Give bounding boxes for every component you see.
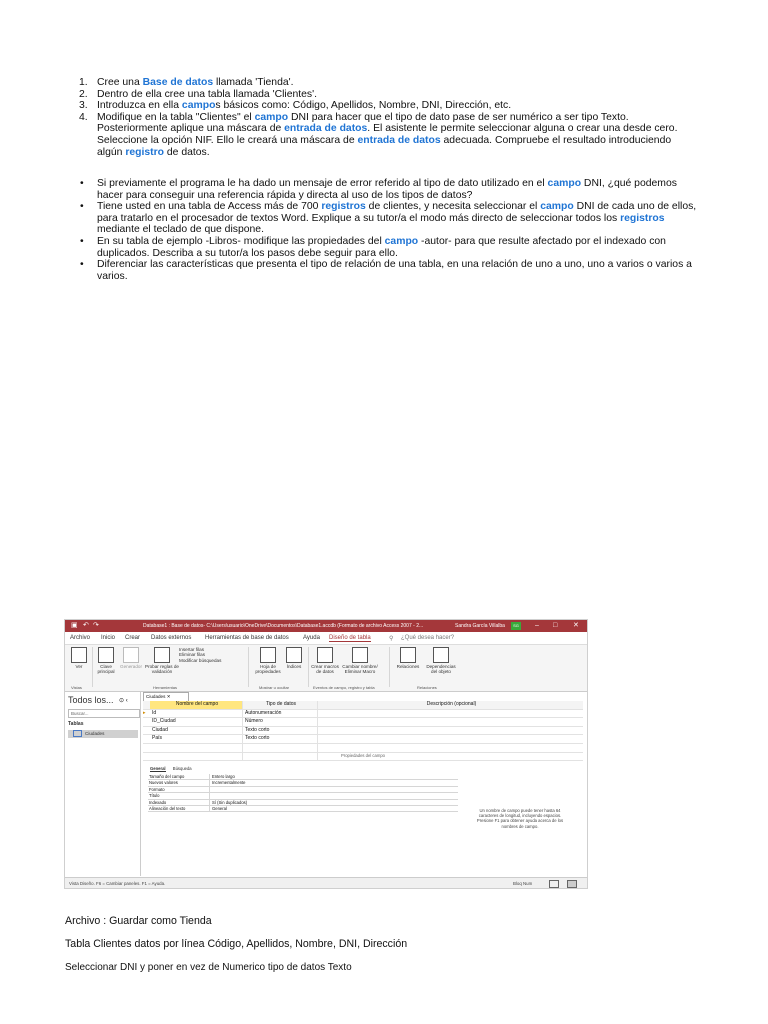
generador-button[interactable]: Generador [119,647,143,669]
list-text [97,77,699,89]
user-name: Sandra García Villalba [455,623,505,629]
keyword-term: entrada de datos [357,134,441,146]
group-label-mostrar: Mostrar u ocultar [259,685,290,690]
row-selector[interactable] [143,744,150,752]
tab-general[interactable]: General [150,766,166,771]
ver-button[interactable]: Ver [69,647,89,669]
menu-archivo[interactable]: Archivo [70,635,91,641]
bullet-item [80,178,705,201]
text-run: DNI, ¿qué podemos hacer para conseguir una referencia rápida y directa al uso de los tipos de datos? [97,178,677,201]
save-icon[interactable]: ▣ [71,622,78,629]
note-line-3: Seleccionar DNI y poner en vez de Numerico tipo de datos Texto [65,962,352,973]
title-bar [65,620,587,632]
access-screenshot [64,619,588,889]
minimize-icon[interactable]: – [535,622,539,629]
text-run: adecuada. Compruebe el resultado introduciendo algún [97,134,672,158]
navigation-pane [65,692,141,876]
note-line-1: Archivo : Guardar como Tienda [65,915,212,927]
field-name-cell[interactable]: Ciudad [152,726,168,733]
probar-reglas-button[interactable]: Probar reglas de validación [145,647,179,675]
keyword-term: registro [125,146,164,158]
status-text: Vista Diseño. F6 = Cambiar paneles. F1 = Ayuda. [69,881,166,886]
search-icon: ⚲ [389,636,394,642]
description-cell[interactable] [317,710,583,718]
property-value[interactable]: Sí (Sin duplicados) [212,799,248,805]
col-tipo-datos: Tipo de datos [242,701,317,709]
indices-button[interactable]: Índices [283,647,305,669]
clave-principal-button[interactable]: Clave principal [94,647,118,675]
relations-icon [400,647,416,663]
crear-macros-button[interactable]: Crear macros de datos [311,647,339,675]
window-title: Database1 : Base de datos- C:\Users\usuario\OneDrive\Documentos\Database1.accdb (Formato de archivo Access 2007 - 2... [143,623,424,629]
menu-diseno-tabla[interactable]: Diseño de tabla [329,635,371,641]
design-view-icon[interactable] [567,880,577,888]
list-text [97,112,699,158]
maximize-icon[interactable]: □ [553,622,558,629]
menu-herramientas[interactable]: Herramientas de base de datos [205,635,289,641]
bullet-questions [80,178,705,282]
text-run: DNI de cada uno de ellos, para tratarlo en el procesador de textos Word. Explique a su tutor/a el modo más directo de seleccionar todos los [97,201,697,224]
text-run: Modifique en la tabla "Clientes" el [97,111,255,123]
table-row[interactable] [143,718,583,727]
bullet-icon: • [80,259,84,271]
grid-header-row [143,701,583,710]
redo-icon[interactable]: ↷ [93,622,99,629]
ribbon [65,645,587,692]
text-run: de clientes, y necesita seleccionar el [365,201,541,213]
sheet-icon [260,647,276,663]
list-number: 1. [79,77,88,88]
wand-icon [123,647,139,663]
list-item [79,112,699,158]
table-row[interactable] [143,744,583,753]
macro-icon [317,647,333,663]
menu-bar [65,632,587,645]
divider [308,647,309,687]
keyword-term: registros [620,212,665,224]
divider [389,647,390,687]
text-run: s básicos como: Código, Apellidos, Nombre, DNI, Dirección, etc. [215,100,512,112]
bullet-item [80,201,705,236]
list-item [79,100,699,112]
text-run: En su tabla de ejemplo -Libros- modifique las propiedades del [97,235,385,247]
list-item [79,89,699,101]
text-run: Diferenciar las características que presenta el tipo de relación de una tabla, en una relación de uno a uno, uno a varios o varios a varios. [97,259,692,282]
status-bar [65,877,587,889]
description-cell[interactable] [317,735,583,743]
datasheet-view-icon[interactable] [549,880,559,888]
property-name: Nuevos valores [148,780,210,785]
field-name-cell[interactable]: ID_Ciudad [152,718,176,725]
table-row[interactable] [143,727,583,736]
lightning-icon [286,647,302,663]
description-cell[interactable] [317,718,583,726]
help-text: Un nombre de campo puede tener hasta 64 caracteres de longitud, incluyendo espacios. Presione F1 para obtener ayuda acerca de los nombres de campo. [476,808,564,829]
text-run: -autor- para que resulte afectado por el indexado con duplicados. Describa a su tutor/a los pasos debe seguir para ello. [97,235,666,259]
bullet-text [97,236,705,259]
field-name-cell[interactable]: Id [152,709,157,716]
keyword-term: Base de datos [142,77,214,88]
keyword-term: registros [321,201,366,213]
modificar-busquedas-button[interactable]: Modificar búsquedas [179,657,222,663]
menu-crear[interactable]: Crear [125,635,141,641]
numbered-instructions [79,77,699,158]
text-run: de datos. [164,146,210,158]
chevron-down-icon[interactable]: ⊙ ‹ [119,698,128,704]
props-title: Propiedades del campo [341,753,385,758]
property-value[interactable] [210,787,458,792]
primary-key-icon[interactable]: ▸ [143,709,146,716]
row-commands [179,647,229,663]
props-table [148,774,458,812]
property-value[interactable] [210,793,458,798]
tab-busqueda[interactable]: Búsqueda [172,766,192,771]
group-label-relaciones: Relaciones [417,685,437,690]
keyword-term: entrada de datos [284,123,368,135]
property-row[interactable] [148,806,458,812]
relaciones-button[interactable]: Relaciones [393,647,423,669]
bullet-icon: • [80,235,84,247]
keyword-term: campo [384,235,419,247]
check-icon [154,647,170,663]
text-run: DNI para hacer que el tipo de dato pase de ser numérico a ser tipo Texto. Posteriormente aplique una máscara de [97,111,629,135]
col-descripcion: Descripción (opcional) [317,701,583,709]
text-run: Dentro de ella cree una tabla llamada 'Clientes'. [97,88,317,100]
description-cell[interactable] [317,727,583,735]
avatar: SG [511,622,521,630]
property-value[interactable]: Incrementalmente [212,780,246,786]
text-run: Tiene usted en una tabla de Access más de 700 [97,201,322,213]
hoja-propiedades-button[interactable]: Hoja de propiedades [253,647,283,675]
list-item [79,77,699,89]
view-icon [71,647,87,663]
keyword-term: campo [181,100,216,112]
description-cell[interactable] [317,744,583,752]
row-selector[interactable] [143,718,150,726]
text-run: Introduzca en ella [97,100,182,112]
bullet-item [80,259,705,282]
text-run: mediante el teclado de que dispone. [97,224,264,236]
property-name: Formato [148,787,210,792]
eliminar-filas-button[interactable]: Eliminar filas [179,652,206,658]
divider [92,647,93,687]
data-type-cell[interactable]: Texto corto [242,727,317,735]
property-name: Indexado [148,800,210,805]
list-text [97,100,699,112]
bullet-text [97,178,705,201]
list-number: 2. [79,88,88,100]
menu-ayuda[interactable]: Ayuda [303,635,320,641]
data-type-cell[interactable]: Número [242,718,317,726]
rename-icon [352,647,368,663]
close-icon[interactable]: ✕ [573,622,579,629]
dependencias-button[interactable]: Dependencias del objeto [423,647,459,675]
row-selector[interactable] [143,727,150,735]
menu-datos-externos[interactable]: Datos externos [151,635,192,641]
group-label-herramientas: Herramientas [153,685,178,690]
undo-icon[interactable]: ↶ [83,622,89,629]
key-icon [98,647,114,663]
bloq-num: Bloq Num [513,881,533,886]
data-type-cell[interactable]: Autonumeración [242,710,317,718]
nav-section-tablas[interactable]: Tablas [68,721,84,727]
table-row[interactable] [143,735,583,744]
nav-search-input[interactable]: Buscar... [68,709,140,718]
table-row[interactable] [143,710,583,719]
group-label-vistas: Vistas [71,685,82,690]
bullet-text [97,201,705,236]
text-run: Si previamente el programa le ha dado un mensaje de error referido al tipo de dato utilizado en el [97,178,548,189]
property-name: Título [148,793,210,798]
property-value[interactable]: General [212,805,227,811]
list-number: 4. [79,111,88,123]
bullet-icon: • [80,201,84,213]
text-run: Cree una [97,77,143,88]
field-name-cell[interactable] [150,744,242,752]
dependencies-icon [433,647,449,663]
menu-inicio[interactable]: Inicio [101,635,116,641]
tell-me-input[interactable]: ¿Qué desea hacer? [401,635,455,641]
divider [248,647,249,687]
data-type-cell[interactable]: Texto corto [242,735,317,743]
keyword-term: campo [547,178,582,189]
props-tabs [150,766,192,771]
property-name: Alineación del texto [148,806,210,811]
nav-item-ciudades[interactable]: Ciudades [68,730,138,738]
property-name: Tamaño del campo [148,774,210,779]
list-number: 3. [79,100,88,112]
bullet-icon: • [80,178,84,189]
note-line-2: Tabla Clientes datos por línea Código, Apellidos, Nombre, DNI, Dirección [65,938,408,950]
text-run: . El asistente le permite seleccionar alguna o crear una desde cero. Seleccione la opción NIF. Ello le creará una máscara de [97,123,678,146]
keyword-term: campo [540,201,574,213]
bullet-item [80,236,705,259]
keyword-term: campo [254,111,289,123]
cambiar-nombre-button[interactable]: Cambiar nombre/ Eliminar Macro [341,647,379,675]
bullet-text [97,259,705,282]
group-label-eventos: Eventos de campo, registro y tabla [313,685,375,690]
nav-header[interactable]: Todos los... [68,695,114,705]
row-selector[interactable] [143,735,150,743]
property-value[interactable]: Entero largo [212,774,235,779]
text-run: llamada 'Tienda'. [213,77,294,88]
field-name-cell[interactable]: País [152,735,163,742]
tab-ciudades[interactable]: Ciudades ✕ [143,692,189,701]
data-type-cell[interactable] [242,744,317,752]
table-icon [73,730,82,737]
col-nombre-campo: Nombre del campo [150,701,242,709]
list-text [97,89,699,101]
insertar-filas-button[interactable]: Insertar filas [179,647,205,652]
